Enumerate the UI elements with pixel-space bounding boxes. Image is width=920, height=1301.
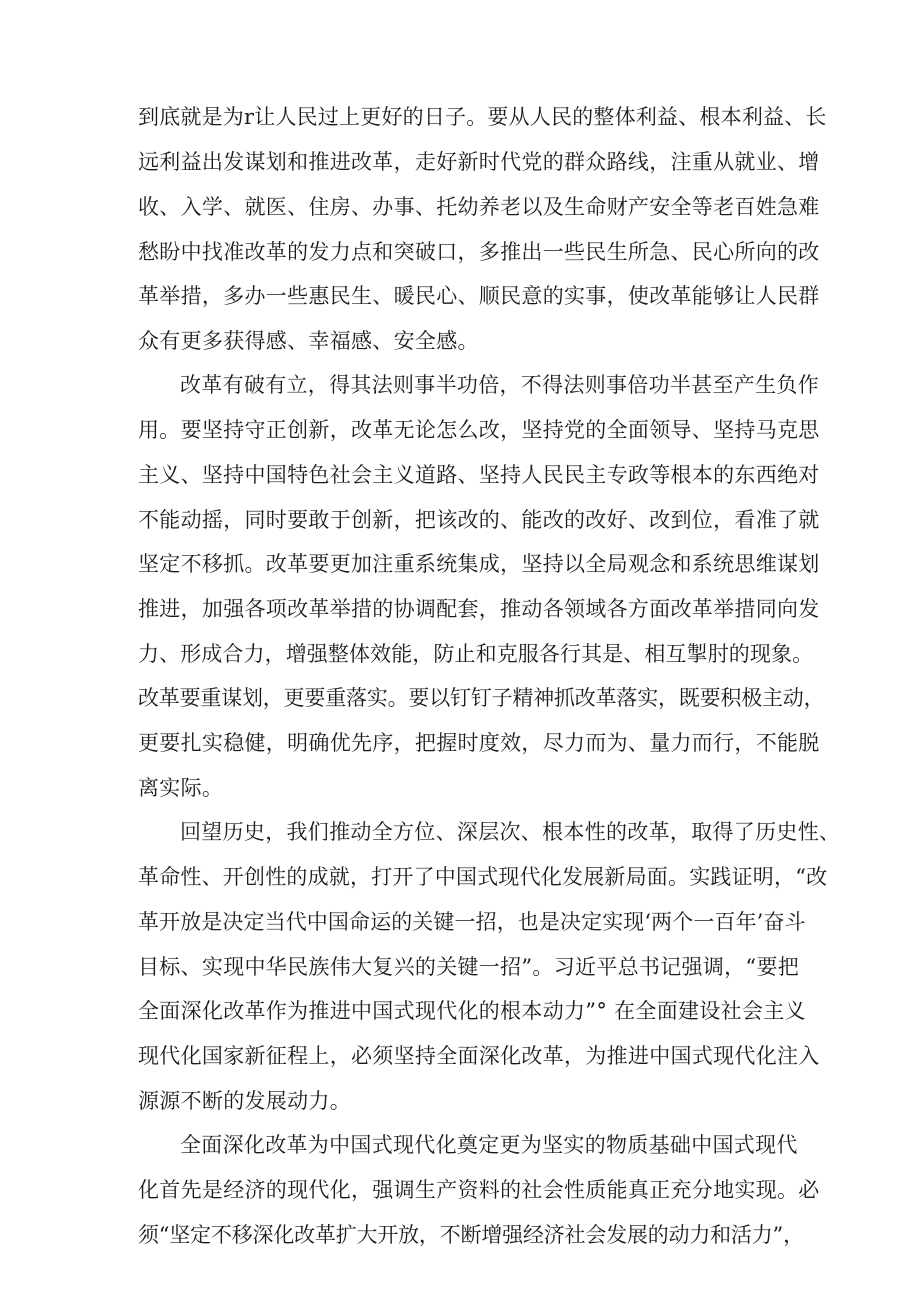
text-line: 须“坚定不移深化改革扩大开放，不断增强经济社会发展的动力和活力”， bbox=[138, 1223, 804, 1247]
text-line: 化首先是经济的现代化，强调生产资料的社会性质能真正充分地实现。必 bbox=[138, 1178, 820, 1202]
text-line: 改革要重谋划，更要重落实。要以钉钉子精神抓改革落实，既要积极主动， bbox=[138, 686, 825, 710]
text-line: 主义、坚持中国特色社会主义道路、坚持人民民主专政等根本的东西绝对 bbox=[138, 463, 820, 487]
text-line: 更要扎实稳健，明确优先序，把握时度效，尽力而为、量力而行，不能脱 bbox=[138, 731, 820, 755]
text-line: 远利益出发谋划和推进改革，走好新时代党的群众路线，注重从就业、增 bbox=[138, 150, 820, 174]
text-line: 收、入学、就医、住房、办事、托幼养老以及生命财产安全等老百姓急难 bbox=[138, 195, 820, 219]
text-line: 离实际。 bbox=[138, 776, 224, 800]
text-line: 改革有破有立，得其法则事半功倍，不得法则事倍功半甚至产生负作 bbox=[180, 373, 819, 397]
text-line: 源源不断的发展动力。 bbox=[138, 1089, 351, 1113]
text-line: 革举措，多办一些惠民生、暖民心、顺民意的实事，使改革能够让人民群 bbox=[138, 284, 820, 308]
text-line: 愁盼中找准改革的发力点和突破口，多推出一些民生所急、民心所向的改 bbox=[138, 240, 820, 264]
text-line: 力、形成合力，增强整体效能，防止和克服各行其是、相互掣肘的现象。 bbox=[138, 642, 814, 666]
text-line: 全面深化改革为中国式现代化奠定更为坚实的物质基础中国式现代 bbox=[180, 1133, 798, 1157]
text-line: 回望历史，我们推动全方位、深层次、根本性的改革，取得了历史性、 bbox=[180, 820, 841, 844]
text-line: 不能动摇，同时要敢于创新，把该改的、能改的改好、改到位，看准了就 bbox=[138, 508, 820, 532]
text-line: 现代化国家新征程上，必须坚持全面深化改革，为推进中国式现代化注入 bbox=[138, 1044, 820, 1068]
text-line: 推进，加强各项改革举措的协调配套，推动各领域各方面改革举措同向发 bbox=[138, 597, 820, 621]
text-line: 目标、实现中华民族伟大复兴的关键一招”。习近平总书记强调，“要把 bbox=[138, 955, 800, 979]
text-line: 到底就是为r让人民过上更好的日子。要从人民的整体利益、根本利益、长 bbox=[138, 105, 827, 129]
text-line: 坚定不移抓。改革要更加注重系统集成，坚持以全局观念和系统思维谋划 bbox=[138, 552, 820, 576]
text-line: 革命性、开创性的成就，打开了中国式现代化发展新局面。实践证明，“改 bbox=[138, 865, 828, 889]
text-line: 全面深化改革作为推进中国式现代化的根本动力”° 在全面建设社会主义 bbox=[138, 999, 806, 1023]
text-line: 用。要坚持守正创新，改革无论怎么改，坚持党的全面领导、坚持马克思 bbox=[138, 418, 820, 442]
text-line: 众有更多获得感、幸福感、安全感。 bbox=[138, 329, 479, 353]
text-line: 革开放是决定当代中国命运的关键一招，也是决定实现‘两个一百年’奋斗 bbox=[138, 910, 806, 934]
